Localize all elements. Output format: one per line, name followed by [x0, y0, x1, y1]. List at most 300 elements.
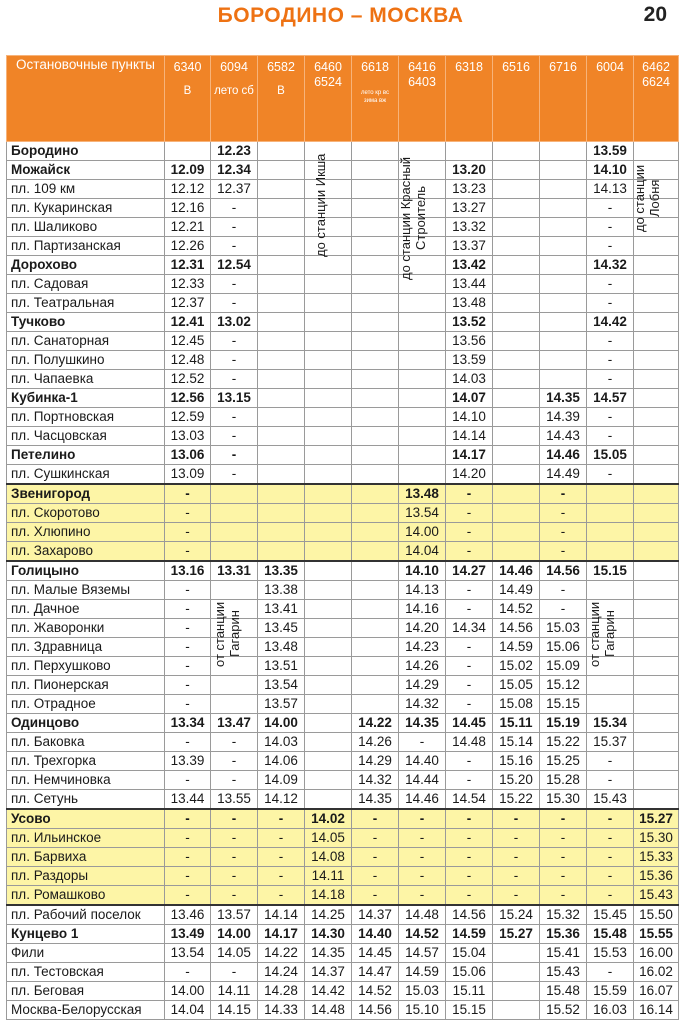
time-cell: 14.11 — [305, 867, 352, 886]
train-number: 6460 6524 — [314, 60, 342, 89]
table-row — [7, 389, 679, 408]
time-cell: 12.09 — [165, 161, 211, 180]
time-cell — [305, 313, 352, 332]
time-cell — [211, 695, 258, 714]
time-cell — [634, 370, 679, 389]
note-to-lobnya: до станции Лобня — [632, 164, 662, 232]
time-cell: - — [165, 886, 211, 906]
time-cell: - — [446, 484, 493, 504]
table-row — [7, 600, 679, 619]
time-cell: - — [211, 351, 258, 370]
train-note: лето сб — [214, 85, 254, 97]
time-cell: 13.15 — [211, 389, 258, 408]
time-cell: 15.05 — [493, 676, 540, 695]
time-cell — [165, 142, 211, 161]
time-cell — [493, 446, 540, 465]
time-cell: - — [587, 218, 634, 237]
time-cell: 14.04 — [399, 542, 446, 562]
table-row — [7, 657, 679, 676]
time-cell — [352, 638, 399, 657]
time-cell: - — [211, 275, 258, 294]
time-cell: - — [211, 218, 258, 237]
time-cell — [634, 600, 679, 619]
table-row — [7, 542, 679, 562]
train-header-3 — [305, 56, 352, 142]
time-cell — [399, 370, 446, 389]
train-number: 6416 6403 — [408, 60, 436, 89]
time-cell — [399, 351, 446, 370]
time-cell: - — [587, 332, 634, 351]
page-number: 20 — [643, 3, 667, 26]
time-cell — [634, 638, 679, 657]
train-number: 6716 — [549, 60, 577, 74]
time-cell: 14.35 — [305, 944, 352, 963]
station-name: пл. 109 км — [7, 180, 165, 199]
time-cell — [352, 657, 399, 676]
time-cell: - — [165, 695, 211, 714]
time-cell: - — [211, 809, 258, 829]
time-cell: 13.44 — [446, 275, 493, 294]
time-cell: - — [258, 848, 305, 867]
time-cell: - — [211, 771, 258, 790]
station-name: пл. Немчиновка — [7, 771, 165, 790]
time-cell — [493, 982, 540, 1001]
time-cell: - — [446, 657, 493, 676]
note-to-krasny-stroitel: до станции Красный Строитель — [398, 156, 428, 280]
time-cell — [352, 408, 399, 427]
time-cell: - — [540, 504, 587, 523]
time-cell: 13.34 — [165, 714, 211, 733]
time-cell: 14.52 — [352, 982, 399, 1001]
time-cell: 12.56 — [165, 389, 211, 408]
table-row — [7, 619, 679, 638]
time-cell: 15.19 — [540, 714, 587, 733]
train-note: лето кр вс зима вж — [360, 90, 390, 104]
time-cell: - — [446, 600, 493, 619]
train-number: 6318 — [455, 60, 483, 74]
time-cell — [493, 389, 540, 408]
time-cell: - — [211, 199, 258, 218]
time-cell: 12.48 — [165, 351, 211, 370]
time-cell: 15.36 — [634, 867, 679, 886]
table-row — [7, 1001, 679, 1020]
table-row — [7, 351, 679, 370]
time-cell: 14.48 — [305, 1001, 352, 1020]
time-cell — [258, 180, 305, 199]
time-cell: 14.56 — [540, 561, 587, 581]
table-row — [7, 944, 679, 963]
time-cell: 12.31 — [165, 256, 211, 275]
time-cell: 12.33 — [165, 275, 211, 294]
station-name: пл. Отрадное — [7, 695, 165, 714]
time-cell: - — [587, 294, 634, 313]
time-cell: - — [446, 638, 493, 657]
time-cell: - — [587, 848, 634, 867]
time-cell: 13.56 — [446, 332, 493, 351]
time-cell: - — [399, 733, 446, 752]
time-cell: 14.35 — [352, 790, 399, 810]
time-cell — [493, 313, 540, 332]
time-cell: 15.43 — [587, 790, 634, 810]
time-cell: - — [211, 886, 258, 906]
station-name: пл. Пионерская — [7, 676, 165, 695]
time-cell: 14.04 — [165, 1001, 211, 1020]
time-cell: - — [165, 676, 211, 695]
time-cell: 13.20 — [446, 161, 493, 180]
time-cell: 14.56 — [352, 1001, 399, 1020]
time-cell: - — [587, 829, 634, 848]
time-cell: 14.14 — [258, 905, 305, 925]
time-cell: 14.00 — [399, 523, 446, 542]
time-cell — [305, 408, 352, 427]
time-cell — [258, 408, 305, 427]
time-cell: 15.22 — [493, 790, 540, 810]
time-cell — [540, 370, 587, 389]
table-row — [7, 790, 679, 810]
time-cell — [258, 142, 305, 161]
time-cell — [587, 504, 634, 523]
train-header-8 — [540, 56, 587, 142]
time-cell: 14.00 — [258, 714, 305, 733]
station-name: пл. Малые Вяземы — [7, 581, 165, 600]
time-cell: - — [399, 829, 446, 848]
table-row — [7, 294, 679, 313]
time-cell — [634, 771, 679, 790]
time-cell: 15.30 — [634, 829, 679, 848]
time-cell: 14.23 — [399, 638, 446, 657]
time-cell — [305, 714, 352, 733]
time-cell — [258, 370, 305, 389]
time-cell — [352, 427, 399, 446]
table-row — [7, 313, 679, 332]
time-cell — [258, 218, 305, 237]
time-cell: - — [587, 771, 634, 790]
time-cell: 15.11 — [493, 714, 540, 733]
time-cell — [352, 676, 399, 695]
time-cell: 15.53 — [587, 944, 634, 963]
time-cell — [634, 733, 679, 752]
time-cell: - — [446, 581, 493, 600]
time-cell: 15.15 — [587, 561, 634, 581]
time-cell — [493, 465, 540, 485]
time-cell: - — [211, 867, 258, 886]
time-cell: 15.37 — [587, 733, 634, 752]
time-cell — [587, 695, 634, 714]
train-number: 6582 — [267, 60, 295, 74]
time-cell: 14.00 — [211, 925, 258, 944]
time-cell: 14.20 — [446, 465, 493, 485]
time-cell: - — [587, 275, 634, 294]
time-cell: 15.41 — [540, 944, 587, 963]
time-cell: 15.04 — [446, 944, 493, 963]
time-cell — [258, 199, 305, 218]
table-row — [7, 982, 679, 1001]
time-cell — [634, 714, 679, 733]
time-cell: 14.32 — [399, 695, 446, 714]
time-cell: - — [211, 733, 258, 752]
time-cell: - — [587, 867, 634, 886]
time-cell: - — [165, 829, 211, 848]
station-name: пл. Партизанская — [7, 237, 165, 256]
time-cell: 13.51 — [258, 657, 305, 676]
time-cell — [493, 944, 540, 963]
time-cell — [634, 504, 679, 523]
time-cell — [540, 275, 587, 294]
time-cell: - — [540, 867, 587, 886]
time-cell: - — [493, 848, 540, 867]
time-cell — [493, 294, 540, 313]
time-cell: - — [399, 886, 446, 906]
time-cell — [493, 199, 540, 218]
time-cell: - — [587, 408, 634, 427]
time-cell — [305, 484, 352, 504]
time-cell — [258, 427, 305, 446]
time-cell — [258, 237, 305, 256]
time-cell: 14.33 — [258, 1001, 305, 1020]
table-row — [7, 752, 679, 771]
time-cell: 15.14 — [493, 733, 540, 752]
time-cell: - — [399, 867, 446, 886]
time-cell: 14.57 — [587, 389, 634, 408]
time-cell — [540, 294, 587, 313]
time-cell: 14.28 — [258, 982, 305, 1001]
time-cell — [399, 446, 446, 465]
time-cell: 15.36 — [540, 925, 587, 944]
time-cell — [352, 313, 399, 332]
time-cell: 14.49 — [540, 465, 587, 485]
train-number: 6462 6624 — [642, 60, 670, 89]
time-cell — [305, 427, 352, 446]
time-cell: - — [165, 504, 211, 523]
time-cell — [634, 752, 679, 771]
station-name: пл. Жаворонки — [7, 619, 165, 638]
table-row — [7, 963, 679, 982]
station-name: пл. Ромашково — [7, 886, 165, 906]
time-cell: - — [540, 523, 587, 542]
time-cell: 15.34 — [587, 714, 634, 733]
time-cell: - — [540, 886, 587, 906]
time-cell: - — [540, 542, 587, 562]
time-cell: 14.54 — [446, 790, 493, 810]
time-cell — [399, 465, 446, 485]
time-cell: 14.34 — [446, 619, 493, 638]
time-cell — [305, 446, 352, 465]
note-from-gagarin-6004: от станции Гагарин — [587, 601, 617, 667]
time-cell: 15.15 — [540, 695, 587, 714]
time-cell: 15.03 — [540, 619, 587, 638]
table-row — [7, 581, 679, 600]
time-cell: 15.28 — [540, 771, 587, 790]
time-cell: - — [211, 237, 258, 256]
time-cell — [258, 504, 305, 523]
table-row — [7, 809, 679, 829]
train-header-9 — [587, 56, 634, 142]
time-cell: 13.49 — [165, 925, 211, 944]
time-cell: 12.45 — [165, 332, 211, 351]
time-cell — [305, 523, 352, 542]
time-cell: - — [446, 809, 493, 829]
time-cell: 16.03 — [587, 1001, 634, 1020]
time-cell: 14.46 — [540, 446, 587, 465]
time-cell: 13.57 — [258, 695, 305, 714]
time-cell: - — [493, 829, 540, 848]
time-cell: 13.46 — [165, 905, 211, 925]
station-name: пл. Захарово — [7, 542, 165, 562]
time-cell — [305, 638, 352, 657]
time-cell — [352, 619, 399, 638]
time-cell: 15.06 — [540, 638, 587, 657]
train-header-6 — [446, 56, 493, 142]
time-cell: 14.44 — [399, 771, 446, 790]
time-cell: 14.45 — [352, 944, 399, 963]
time-cell: - — [165, 484, 211, 504]
station-name: пл. Здравница — [7, 638, 165, 657]
time-cell: - — [165, 523, 211, 542]
station-name: Кубинка-1 — [7, 389, 165, 408]
time-cell: 15.59 — [587, 982, 634, 1001]
time-cell: 15.55 — [634, 925, 679, 944]
station-name: пл. Кукаринская — [7, 199, 165, 218]
time-cell: - — [493, 809, 540, 829]
time-cell: 13.59 — [446, 351, 493, 370]
time-cell: 14.56 — [493, 619, 540, 638]
station-name: пл. Санаторная — [7, 332, 165, 351]
table-row — [7, 676, 679, 695]
time-cell: - — [587, 809, 634, 829]
time-cell: - — [587, 886, 634, 906]
stations-header: Остановочные пункты — [7, 56, 165, 142]
time-cell: - — [165, 600, 211, 619]
time-cell — [493, 351, 540, 370]
station-name: Бородино — [7, 142, 165, 161]
time-cell — [305, 465, 352, 485]
time-cell: - — [587, 351, 634, 370]
time-cell — [493, 427, 540, 446]
station-name: Москва-Белорусская — [7, 1001, 165, 1020]
time-cell: 14.30 — [305, 925, 352, 944]
time-cell — [587, 542, 634, 562]
station-name: пл. Чапаевка — [7, 370, 165, 389]
time-cell — [258, 294, 305, 313]
time-cell — [258, 542, 305, 562]
table-row — [7, 829, 679, 848]
time-cell — [211, 484, 258, 504]
time-cell: - — [446, 848, 493, 867]
time-cell: - — [587, 427, 634, 446]
time-cell: 15.06 — [446, 963, 493, 982]
time-cell: - — [165, 638, 211, 657]
time-cell: - — [352, 809, 399, 829]
time-cell — [305, 294, 352, 313]
time-cell: - — [446, 523, 493, 542]
time-cell: 13.48 — [446, 294, 493, 313]
station-name: Петелино — [7, 446, 165, 465]
time-cell — [305, 752, 352, 771]
time-cell: 14.08 — [305, 848, 352, 867]
station-name: пл. Ильинское — [7, 829, 165, 848]
time-cell — [305, 676, 352, 695]
time-cell: 15.48 — [540, 982, 587, 1001]
time-cell: 15.16 — [493, 752, 540, 771]
time-cell: 14.42 — [305, 982, 352, 1001]
time-cell: 12.37 — [165, 294, 211, 313]
time-cell — [305, 561, 352, 581]
time-cell: 14.48 — [446, 733, 493, 752]
station-name: пл. Портновская — [7, 408, 165, 427]
time-cell: - — [540, 809, 587, 829]
time-cell: 15.05 — [587, 446, 634, 465]
time-cell: - — [587, 237, 634, 256]
table-row — [7, 638, 679, 657]
time-cell: 13.03 — [165, 427, 211, 446]
time-cell: - — [493, 867, 540, 886]
time-cell: 14.37 — [352, 905, 399, 925]
time-cell: 12.12 — [165, 180, 211, 199]
time-cell: 14.20 — [399, 619, 446, 638]
time-cell — [352, 600, 399, 619]
time-cell: 12.37 — [211, 180, 258, 199]
time-cell — [540, 237, 587, 256]
time-cell — [352, 370, 399, 389]
time-cell: 15.27 — [634, 809, 679, 829]
time-cell: 14.22 — [352, 714, 399, 733]
time-cell — [352, 446, 399, 465]
time-cell: 14.43 — [540, 427, 587, 446]
station-name: пл. Трехгорка — [7, 752, 165, 771]
time-cell: 14.00 — [165, 982, 211, 1001]
time-cell — [634, 313, 679, 332]
train-header-5 — [399, 56, 446, 142]
time-cell — [493, 237, 540, 256]
station-name: пл. Скоротово — [7, 504, 165, 523]
time-cell: 15.03 — [399, 982, 446, 1001]
time-cell — [493, 1001, 540, 1020]
time-cell: 14.59 — [446, 925, 493, 944]
time-cell: 14.29 — [352, 752, 399, 771]
time-cell: 14.12 — [258, 790, 305, 810]
time-cell: - — [211, 446, 258, 465]
train-number: 6340 — [173, 60, 202, 74]
train-header-7 — [493, 56, 540, 142]
time-cell — [305, 504, 352, 523]
time-cell: 15.30 — [540, 790, 587, 810]
time-cell — [305, 600, 352, 619]
time-cell — [352, 389, 399, 408]
time-cell — [352, 180, 399, 199]
time-cell — [305, 733, 352, 752]
time-cell: 16.02 — [634, 963, 679, 982]
station-name: Дорохово — [7, 256, 165, 275]
time-cell: - — [540, 581, 587, 600]
time-cell — [352, 695, 399, 714]
time-cell — [352, 542, 399, 562]
table-row — [7, 886, 679, 906]
station-name: пл. Шаликово — [7, 218, 165, 237]
time-cell: - — [211, 294, 258, 313]
time-cell — [493, 275, 540, 294]
time-cell — [352, 275, 399, 294]
time-cell — [634, 408, 679, 427]
time-cell: 14.18 — [305, 886, 352, 906]
time-cell: 15.08 — [493, 695, 540, 714]
time-cell: 14.48 — [399, 905, 446, 925]
time-cell — [493, 256, 540, 275]
time-cell — [634, 695, 679, 714]
time-cell: 13.44 — [165, 790, 211, 810]
time-cell — [211, 542, 258, 562]
train-header-4 — [352, 56, 399, 142]
time-cell — [352, 218, 399, 237]
